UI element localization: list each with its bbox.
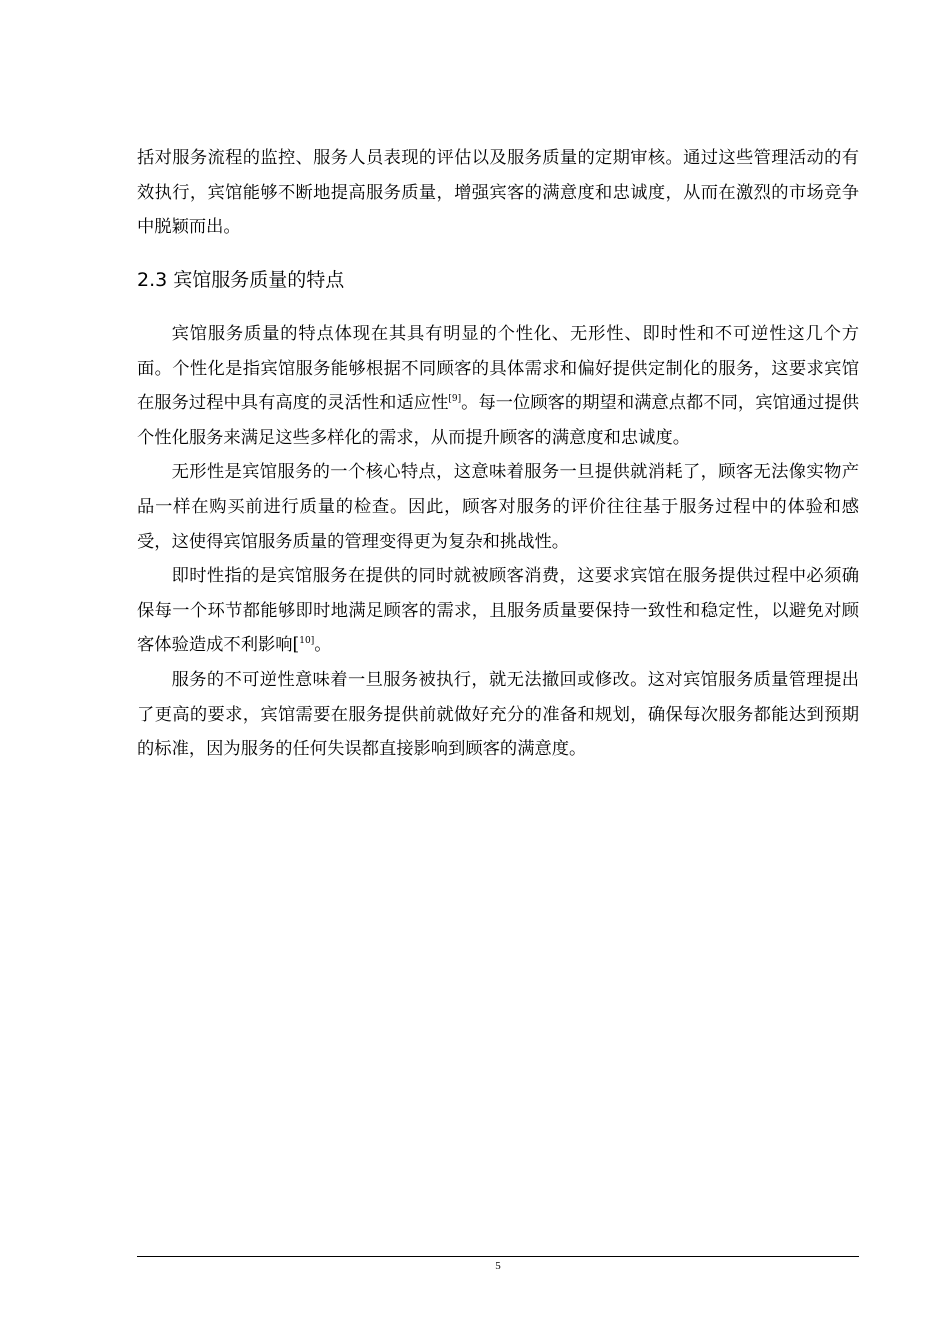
paragraph-intangibility xyxy=(137,455,859,559)
page-number: 5 xyxy=(495,1260,501,1272)
footer-divider xyxy=(137,1256,859,1257)
section-body xyxy=(137,317,859,767)
paragraph-text: 服务的不可逆性意味着一旦服务被执行，就无法撤回或修改。这对宾馆服务质量管理提出了更高的要求，宾馆需要在服务提供前就做好充分的准备和规划，确保每次服务都能达到预期的标准，因为服务的任何失误都直接影响到顾客的满意度。 xyxy=(137,669,859,760)
paragraph-text: 。每一位顾客的期望和满意点都不同，宾馆通过提供个性化服务来满足这些多样化的需求，从而提升顾客的满意度和忠诚度。 xyxy=(137,393,859,448)
paragraph-text: 。 xyxy=(314,635,332,656)
paragraph-irreversibility xyxy=(137,663,859,767)
paragraph-text: 宾馆服务质量的特点体现在其具有明显的个性化、无形性、即时性和不可逆性这几个方面。个性化是指宾馆服务能够根据不同顾客的具体需求和偏好提供定制化的服务，这要求宾馆在服务过程中具有高度的灵活性和适应性 xyxy=(137,324,859,414)
paragraph-text: 即时性指的是宾馆服务在提供的同时就被顾客消费，这要求宾馆在服务提供过程中必须确保每一个环节都能够即时地满足顾客的需求，且服务质量要保持一致性和稳定性，以避免对顾客体验造成不利影响[ xyxy=(137,566,859,656)
continuation-paragraph: 括对服务流程的监控、服务人员表现的评估以及服务质量的定期审核。通过这些管理活动的有效执行，宾馆能够不断地提高服务质量，增强宾客的满意度和忠诚度，从而在激烈的市场竞争中脱颖而出。 xyxy=(137,148,859,238)
paragraph-personalization xyxy=(137,317,859,455)
citation-marker: 10] xyxy=(299,636,315,647)
citation-marker: [9] xyxy=(448,394,462,405)
paragraph-text: 无形性是宾馆服务的一个核心特点，这意味着服务一旦提供就消耗了，顾客无法像实物产品一样在购买前进行质量的检查。因此，顾客对服务的评价往往基于服务过程中的体验和感受，这使得宾馆服务质量的管理变得更为复杂和挑战性。 xyxy=(137,462,859,552)
paragraph-immediacy xyxy=(137,559,859,663)
section-heading: 2.3 宾馆服务质量的特点 xyxy=(137,269,345,291)
